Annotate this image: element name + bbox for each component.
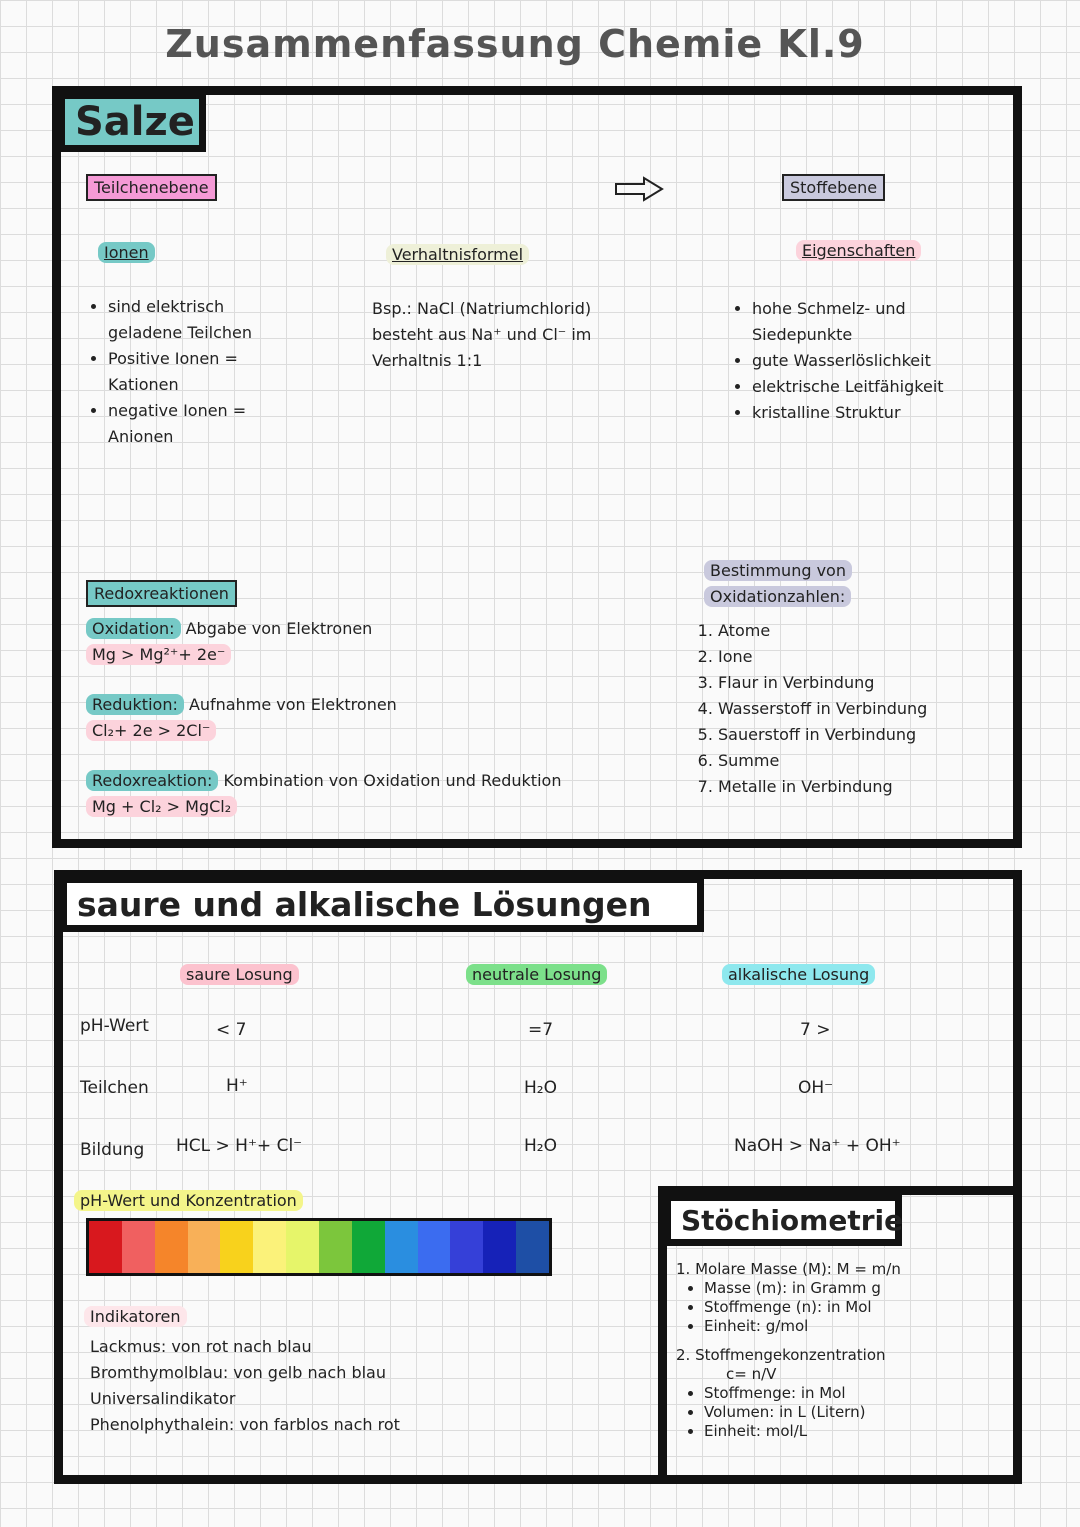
col-alkalische: alkalische Losung [722, 964, 875, 985]
stoech-list1-item: • Einheit: g/mol [704, 1317, 1006, 1336]
stoech-list2-item: • Stoffmenge: in Mol [704, 1384, 1006, 1403]
redoxreaktion-text: Kombination von Oxidation und Reduktion [223, 771, 562, 790]
bestimmung-title-line2: Oxidationzahlen: [704, 586, 851, 607]
ph-swatch [483, 1221, 516, 1273]
cell-bildung-saure: HCL > H⁺+ Cl⁻ [176, 1136, 303, 1156]
ph-swatch [418, 1221, 451, 1273]
col-neutrale: neutrale Losung [466, 964, 607, 985]
ionen-item: • sind elektrisch geladene Teilchen [108, 294, 286, 346]
ph-swatch [319, 1221, 352, 1273]
bestimmung-title-line1: Bestimmung von [704, 560, 852, 581]
teilchenebene-tag: Teilchenebene [86, 174, 217, 201]
cell-bildung-alkalisch: NaOH > Na⁺ + OH⁺ [734, 1136, 901, 1156]
cell-ph-saure: < 7 [216, 1020, 247, 1040]
eigenschaften-item: • gute Wasserlöslichkeit [752, 348, 980, 374]
indikator-item: Universalindikator [90, 1389, 236, 1408]
loesungen-heading: saure und alkalische Lösungen [60, 876, 704, 932]
row-label-ph: pH-Wert [80, 1016, 149, 1036]
indikatoren-list [90, 1334, 630, 1438]
bestimmung-item: 5. Sauerstoff in Verbindung [718, 722, 984, 748]
arrow-right-icon [614, 176, 664, 206]
ph-swatch [253, 1221, 286, 1273]
stoech-content [676, 1260, 1006, 1441]
formel-line3: Verhaltnis 1:1 [372, 351, 483, 370]
stoech-item2: 2. Stoffmengekonzentration [676, 1346, 886, 1364]
ph-swatch [450, 1221, 483, 1273]
ionen-item: • negative Ionen = Anionen [108, 398, 286, 450]
stoech-item1: 1. Molare Masse (M): M = m/n [676, 1260, 901, 1278]
stoech-list1-item: • Masse (m): in Gramm g [704, 1279, 1006, 1298]
eigenschaften-item: • elektrische Leitfähigkeit [752, 374, 980, 400]
redoxreaktion-label: Redoxreaktion: [86, 770, 218, 791]
cell-ph-neutral: =7 [528, 1020, 554, 1040]
reduktion-text: Aufnahme von Elektronen [188, 695, 397, 714]
formel-title: Verhaltnisformel [386, 244, 529, 265]
row-label-teilchen: Teilchen [80, 1078, 149, 1098]
indikator-item: Phenolphythalein: von farblos nach rot [90, 1415, 400, 1434]
stoech-list2-item: • Einheit: mol/L [704, 1422, 1006, 1441]
bestimmung-item: 4. Wasserstoff in Verbindung [718, 696, 984, 722]
formel-text [372, 296, 642, 374]
indikator-item: Lackmus: von rot nach blau [90, 1337, 312, 1356]
ph-swatch [220, 1221, 253, 1273]
ph-swatch [516, 1221, 549, 1273]
cell-teilchen-saure: H⁺ [226, 1076, 248, 1096]
bestimmung-item: 3. Flaur in Verbindung [718, 670, 984, 696]
ionen-list [86, 294, 286, 450]
ionen-item: • Positive Ionen = Kationen [108, 346, 286, 398]
formel-na: Na⁺ [471, 325, 502, 344]
ph-swatch [286, 1221, 319, 1273]
ph-color-scale [86, 1218, 552, 1276]
bestimmung-item: 1. Atome [718, 618, 984, 644]
indikator-item: Bromthymolblau: von gelb nach blau [90, 1363, 386, 1382]
eigenschaften-list [730, 296, 980, 426]
stoech-list2-item: • Volumen: in L (Litern) [704, 1403, 1006, 1422]
stoffebene-tag: Stoffebene [782, 174, 885, 201]
row-label-bildung: Bildung [80, 1140, 145, 1160]
ph-swatch [122, 1221, 155, 1273]
formel-cl: Cl⁻ [542, 325, 567, 344]
redoxreaktion-equation: Mg + Cl₂ > MgCl₂ [86, 796, 237, 817]
ionen-title: Ionen [98, 242, 155, 263]
ph-swatch [188, 1221, 221, 1273]
ph-swatch [385, 1221, 418, 1273]
reduktion-equation: Cl₂+ 2e > 2Cl⁻ [86, 720, 216, 741]
oxidation-text: Abgabe von Elektronen [185, 619, 373, 638]
stoech-formula2: c= n/V [726, 1365, 777, 1383]
redox-title: Redoxreaktionen [86, 580, 237, 607]
cell-teilchen-alkalisch: OH⁻ [798, 1078, 834, 1098]
eigenschaften-item: • hohe Schmelz- und Siedepunkte [752, 296, 980, 348]
salze-heading: Salze [58, 92, 206, 152]
bestimmung-list [694, 618, 984, 800]
bestimmung-item: 6. Summe [718, 748, 984, 774]
eigenschaften-item: • kristalline Struktur [752, 400, 980, 426]
formel-line1: Bsp.: NaCl (Natriumchlorid) [372, 299, 592, 318]
redox-block [86, 616, 646, 820]
stoech-list1-item: • Stoffmenge (n): in Mol [704, 1298, 1006, 1317]
eigenschaften-title: Eigenschaften [796, 240, 921, 261]
col-saure: saure Losung [180, 964, 299, 985]
cell-bildung-neutral: H₂O [524, 1136, 557, 1156]
ph-swatch [352, 1221, 385, 1273]
formel-und: und [506, 325, 538, 344]
formel-besteht: besteht aus [372, 325, 467, 344]
ph-title: pH-Wert und Konzentration [74, 1190, 303, 1211]
bestimmung-item: 2. Ione [718, 644, 984, 670]
bestimmung-title [704, 558, 852, 610]
oxidation-equation: Mg > Mg²⁺+ 2e⁻ [86, 644, 231, 665]
reduktion-label: Reduktion: [86, 694, 184, 715]
bestimmung-item: 7. Metalle in Verbindung [718, 774, 984, 800]
page-title: Zusammenfassung Chemie Kl.9 [165, 22, 865, 66]
cell-teilchen-neutral: H₂O [524, 1078, 557, 1098]
oxidation-label: Oxidation: [86, 618, 181, 639]
ph-swatch [155, 1221, 188, 1273]
stoech-heading: Stöchiometrie [664, 1194, 902, 1246]
indikatoren-title: Indikatoren [84, 1306, 187, 1327]
formel-im: im [571, 325, 592, 344]
ph-swatch [89, 1221, 122, 1273]
cell-ph-alkalisch: 7 > [800, 1020, 831, 1040]
